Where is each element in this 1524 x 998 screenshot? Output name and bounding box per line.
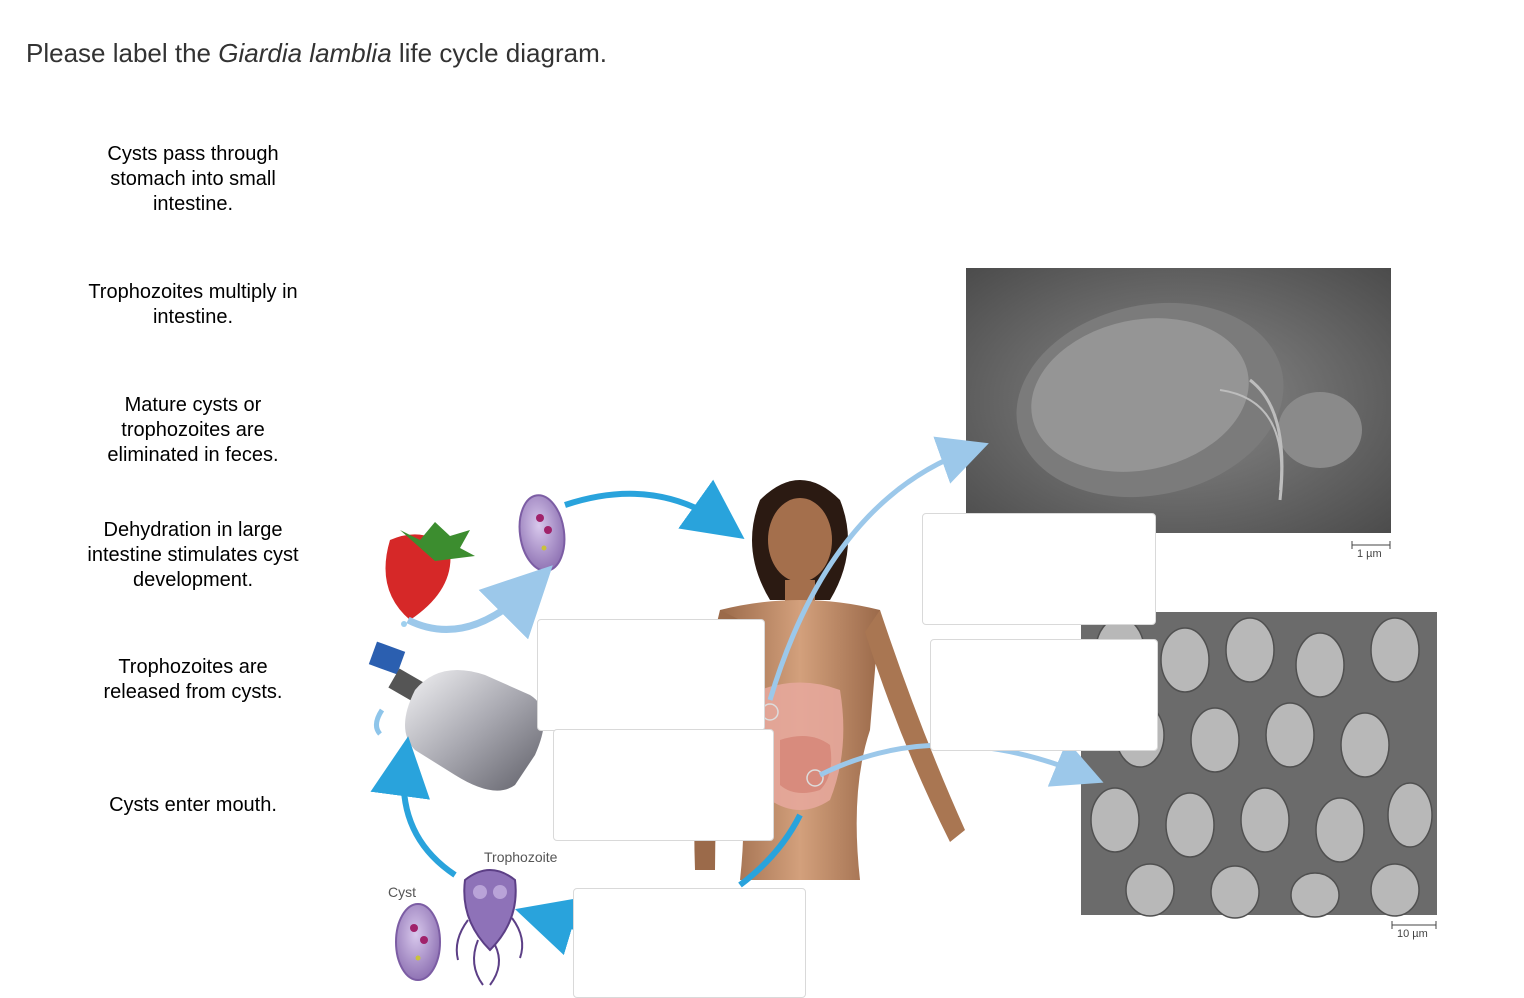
label-cysts-enter-mouth[interactable]: Cysts enter mouth. — [109, 794, 277, 816]
trophozoite-label: Trophozoite — [484, 849, 558, 865]
drop-zone-1[interactable] — [922, 513, 1156, 625]
strawberry-icon — [386, 522, 476, 627]
trophozoite-icon — [457, 870, 522, 985]
scale-label-bottom: 10 µm — [1397, 928, 1428, 940]
arrow-to-trophozoite — [538, 916, 578, 928]
drop-zone-4[interactable] — [553, 729, 774, 841]
prompt-species: Giardia lamblia — [218, 38, 392, 68]
prompt-text: Please label the — [26, 38, 219, 68]
cyst-label: Cyst — [388, 884, 416, 900]
cyst-icon-bottom — [396, 904, 440, 980]
label-dehydration[interactable]: Dehydration in large intestine stimulates cyst development. — [87, 519, 299, 591]
sem-cyst-image — [966, 268, 1391, 533]
water-bottle-icon — [369, 642, 544, 791]
cyst-icon-top — [515, 492, 569, 573]
label-trophozoites-multiply[interactable]: Trophozoites multiply in intestine. — [88, 281, 298, 328]
drop-zone-2[interactable] — [930, 639, 1158, 751]
arrow-trophozoite-to-bottle — [404, 760, 455, 875]
prompt-text-end: life cycle diagram. — [391, 38, 607, 68]
drop-zone-3[interactable] — [537, 619, 765, 731]
label-trophozoites-released[interactable]: Trophozoites are released from cysts. — [103, 656, 283, 703]
scale-label-top: 1 µm — [1357, 548, 1382, 560]
arrow-cyst-to-human — [565, 494, 725, 525]
drop-zone-5[interactable] — [573, 888, 806, 998]
label-cysts-pass-stomach[interactable]: Cysts pass through stomach into small intestine. — [107, 143, 279, 215]
label-cysts-eliminated[interactable]: Mature cysts or trophozoites are eliminated in feces. — [107, 394, 279, 466]
